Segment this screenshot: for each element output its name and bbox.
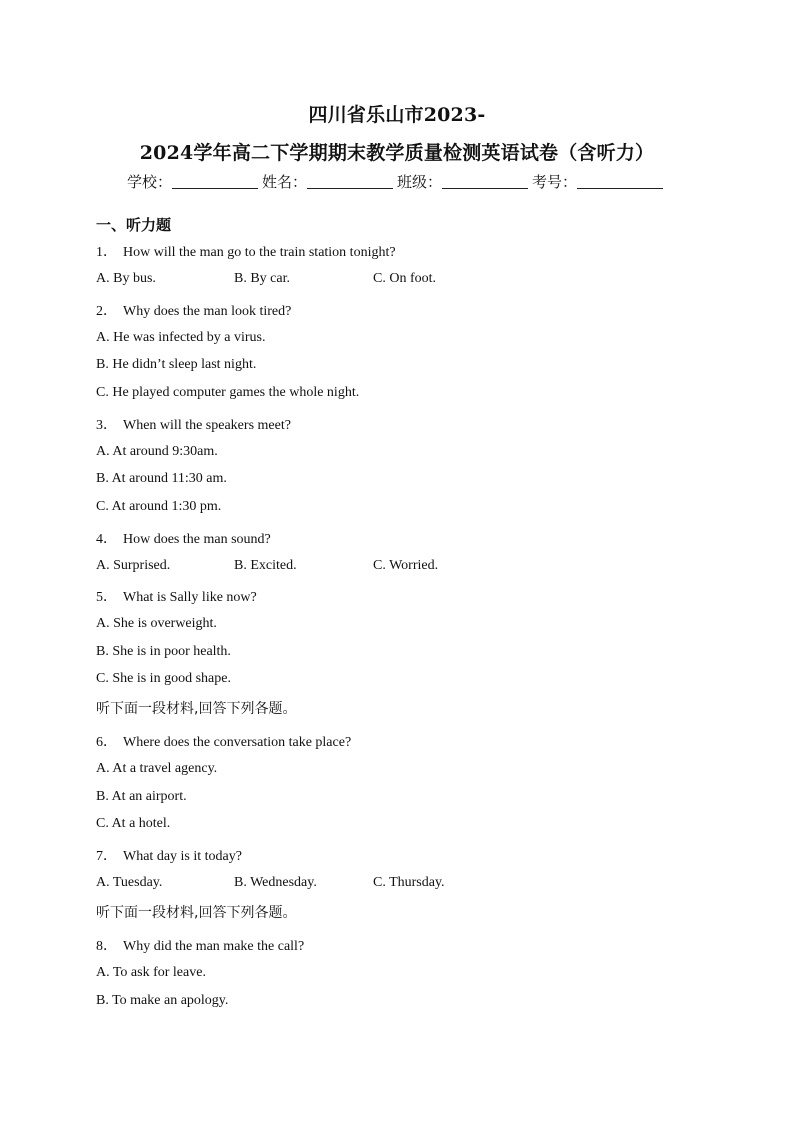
title-line-2: 2024学年高二下学期期末教学质量检测英语试卷（含听力）: [139, 142, 655, 164]
question-2: [96, 300, 291, 320]
option-c[interactable]: C. Worried.: [373, 558, 439, 573]
question-text: Where does the conversation take place?: [123, 735, 352, 750]
option-c[interactable]: C. She is in good shape.: [96, 671, 231, 686]
option-b[interactable]: B. At around 11:30 am.: [96, 471, 227, 486]
question-text: How does the man sound?: [123, 532, 271, 547]
question-text: Why did the man make the call?: [123, 939, 305, 954]
school-label: 学校：: [126, 173, 172, 191]
question-text: When will the speakers meet?: [123, 418, 291, 433]
option-b[interactable]: B. At an airport.: [96, 789, 187, 804]
option-c[interactable]: C. On foot.: [373, 271, 436, 286]
question-4: [96, 528, 271, 548]
instruction-note: 听下面一段材料,回答下列各题。: [96, 701, 297, 717]
options-row: [96, 558, 438, 574]
question-text: How will the man go to the train station tonight?: [123, 245, 396, 260]
class-blank[interactable]: [442, 174, 528, 189]
question-text: What is Sally like now?: [123, 590, 257, 605]
option-b[interactable]: B. She is in poor health.: [96, 644, 231, 659]
option-a[interactable]: A. At around 9:30am.: [96, 444, 218, 459]
section-heading: 一、听力题: [96, 216, 172, 234]
number-blank[interactable]: [577, 174, 663, 189]
options-row: [96, 271, 436, 287]
question-number: 8．: [96, 939, 117, 954]
option-a[interactable]: A. By bus.: [96, 271, 156, 286]
question-1: [96, 241, 396, 261]
question-number: 5．: [96, 590, 117, 605]
title-line-1: 四川省乐山市2023-: [308, 104, 486, 126]
option-c[interactable]: C. Thursday.: [373, 875, 445, 890]
student-info-row: [0, 171, 794, 192]
option-c[interactable]: C. At around 1:30 pm.: [96, 499, 222, 514]
option-a[interactable]: A. Tuesday.: [96, 875, 163, 890]
number-label: 考号：: [532, 173, 578, 191]
question-3: [96, 414, 291, 434]
question-number: 3．: [96, 418, 117, 433]
question-number: 4．: [96, 532, 117, 547]
question-5: [96, 586, 257, 606]
option-a[interactable]: A. He was infected by a virus.: [96, 330, 266, 345]
option-c[interactable]: C. He played computer games the whole night.: [96, 385, 360, 400]
option-c[interactable]: C. At a hotel.: [96, 816, 171, 831]
option-a[interactable]: A. To ask for leave.: [96, 965, 206, 980]
option-b[interactable]: B. To make an apology.: [96, 993, 229, 1008]
question-text: What day is it today?: [123, 849, 242, 864]
question-number: 7．: [96, 849, 117, 864]
question-number: 2．: [96, 304, 117, 319]
option-b[interactable]: B. By car.: [234, 271, 290, 286]
question-text: Why does the man look tired?: [123, 304, 292, 319]
options-row: [96, 875, 445, 891]
option-b[interactable]: B. Excited.: [234, 558, 297, 573]
name-blank[interactable]: [307, 174, 393, 189]
question-7: [96, 845, 242, 865]
question-8: [96, 935, 304, 955]
option-b[interactable]: B. Wednesday.: [234, 875, 317, 890]
option-b[interactable]: B. He didn’t sleep last night.: [96, 357, 257, 372]
option-a[interactable]: A. Surprised.: [96, 558, 171, 573]
option-a[interactable]: A. At a travel agency.: [96, 761, 218, 776]
question-number: 1．: [96, 245, 117, 260]
option-a[interactable]: A. She is overweight.: [96, 616, 217, 631]
school-blank[interactable]: [172, 174, 258, 189]
name-label: 姓名：: [261, 173, 307, 191]
class-label: 班级：: [397, 173, 443, 191]
question-number: 6．: [96, 735, 117, 750]
question-6: [96, 731, 351, 751]
instruction-note: 听下面一段材料,回答下列各题。: [96, 905, 297, 921]
